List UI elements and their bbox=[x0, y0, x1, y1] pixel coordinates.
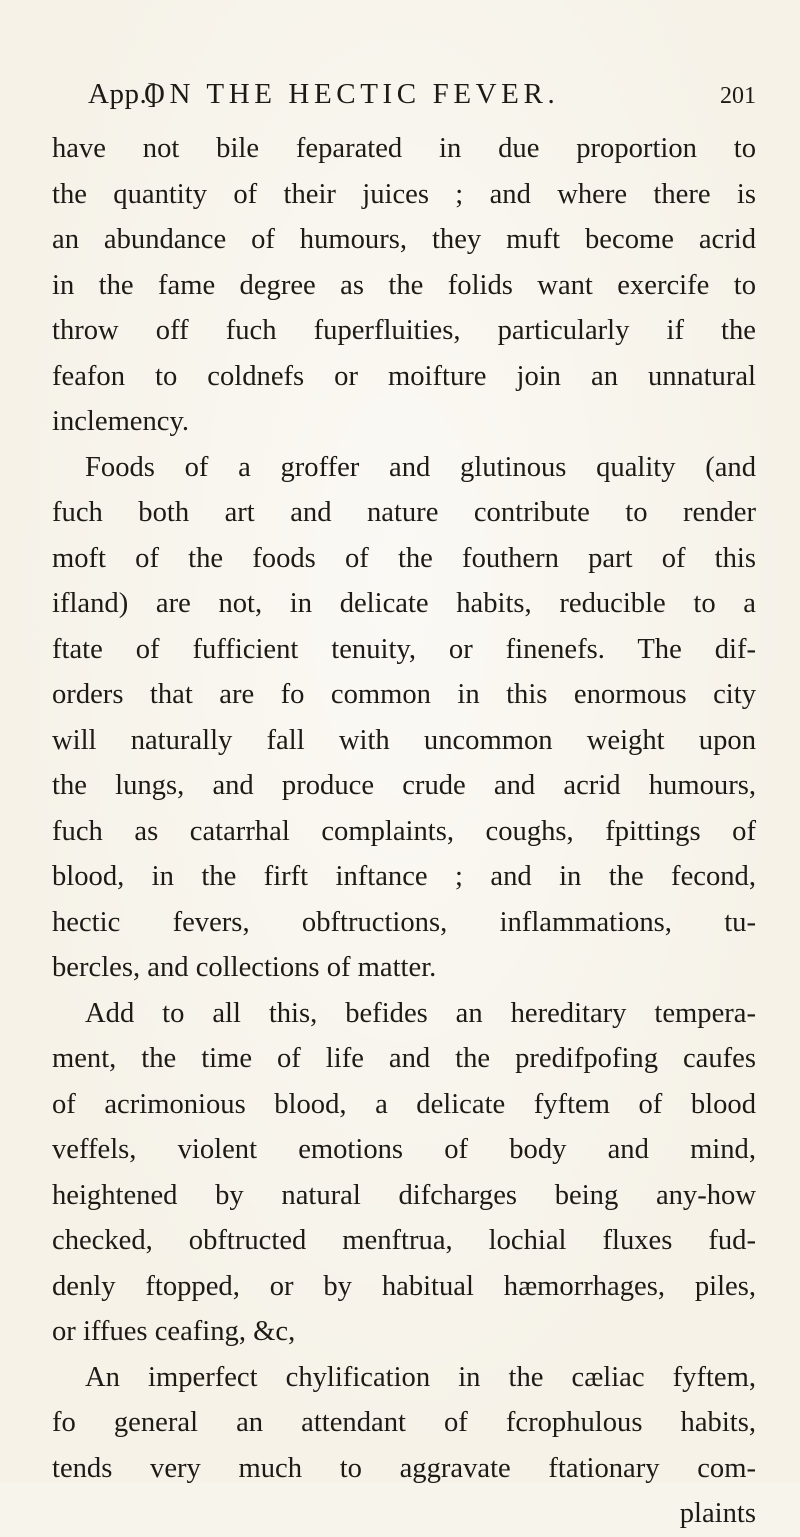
text-line: have not bile feparated in due proportion to bbox=[52, 133, 756, 164]
text-line: or iffues ceafing, &c, bbox=[52, 1316, 296, 1347]
text-line: throw off fuch fuperfluities, particularly if the bbox=[52, 315, 756, 346]
paragraph-start-line: Foods of a groffer and glutinous quality (and bbox=[85, 451, 756, 483]
text-line: orders that are fo common in this enormous city bbox=[52, 679, 756, 710]
text-line: veffels, violent emotions of body and mind, bbox=[52, 1134, 756, 1165]
running-header bbox=[88, 74, 756, 114]
page-number: 201 bbox=[720, 83, 756, 109]
text-line: bercles, and collections of matter. bbox=[52, 952, 437, 983]
text-line: of acrimonious blood, a delicate fyftem of blood bbox=[52, 1088, 756, 1120]
text-line: ftate of fufficient tenuity, or finenefs. The dif- bbox=[52, 633, 756, 665]
text-line: inclemency. bbox=[52, 406, 190, 437]
text-line: hectic fevers, obftructions, inflammations, tu- bbox=[52, 906, 756, 938]
text-line: will naturally fall with uncommon weight upon bbox=[52, 724, 756, 756]
text-line: fuch both art and nature contribute to render bbox=[52, 497, 756, 528]
paragraph-start-line: Add to all this, befides an hereditary tempera- bbox=[85, 997, 756, 1029]
text-line: moft of the foods of the fouthern part of this bbox=[52, 542, 756, 574]
text-line: blood, in the firft inftance ; and in the fecond, bbox=[52, 861, 756, 892]
appendix-label: App.] bbox=[88, 78, 158, 110]
text-line: an abundance of humours, they muft become acrid bbox=[52, 224, 756, 255]
text-line: feafon to coldnefs or moifture join an unnatural bbox=[52, 360, 756, 392]
text-line: the quantity of their juices ; and where there is bbox=[52, 178, 756, 210]
running-title: ON THE HECTIC FEVER. bbox=[144, 78, 560, 110]
paragraph-start-line: An imperfect chylification in the cæliac fyftem, bbox=[85, 1361, 756, 1393]
text-line: in the fame degree as the folids want exercife to bbox=[52, 269, 756, 301]
text-line: denly ftopped, or by habitual hæmorrhages, piles, bbox=[52, 1270, 756, 1302]
text-line: the lungs, and produce crude and acrid humours, bbox=[52, 770, 756, 801]
text-line: ment, the time of life and the predifpofing caufes bbox=[52, 1043, 756, 1074]
text-line: heightened by natural difcharges being any-how bbox=[52, 1179, 756, 1211]
text-line: fuch as catarrhal complaints, coughs, fpittings of bbox=[52, 815, 756, 847]
text-line: tends very much to aggravate ftationary com- bbox=[52, 1452, 756, 1484]
catchword: plaints bbox=[679, 1498, 756, 1529]
text-line: fo general an attendant of fcrophulous habits, bbox=[52, 1407, 756, 1438]
text-line: ifland) are not, in delicate habits, reducible to a bbox=[52, 588, 756, 619]
body-text bbox=[52, 126, 756, 1537]
text-line: checked, obftructed menftrua, lochial fluxes fud- bbox=[52, 1225, 756, 1256]
